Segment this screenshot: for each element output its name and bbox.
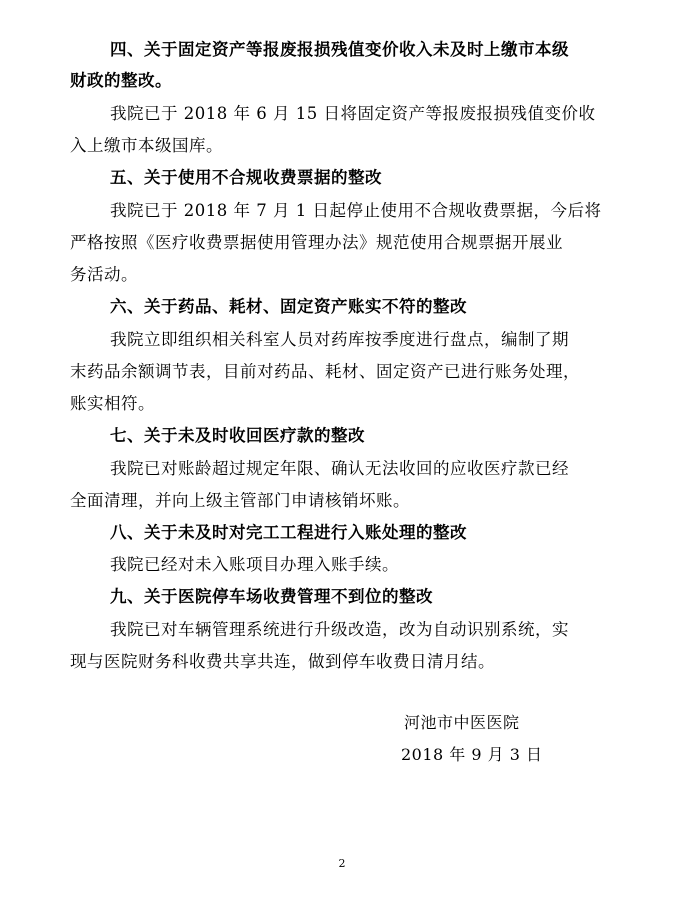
page-number: 2 (338, 857, 346, 870)
paragraph-6-line-1: 我院立即组织相关科室人员对药库按季度进行盘点，编制了期 (110, 330, 569, 349)
section-heading-7: 七、关于未及时收回医疗款的整改 (110, 426, 365, 445)
paragraph-4-line-1: 我院已于 2018 年 6 月 15 日将固定资产等报废报损残值变价收 (110, 104, 596, 123)
signature-organization: 河池市中医医院 (404, 713, 520, 732)
section-heading-8: 八、关于未及时对完工工程进行入账处理的整改 (110, 523, 467, 542)
paragraph-5-line-3: 务活动。 (70, 265, 138, 284)
paragraph-9-line-2: 现与医院财务科收费共享共连，做到停车收费日清月结。 (70, 652, 495, 671)
paragraph-6-line-2: 末药品余额调节表，目前对药品、耗材、固定资产已进行账务处理， (70, 362, 580, 381)
paragraph-7-line-1: 我院已对账龄超过规定年限、确认无法收回的应收医疗款已经 (110, 459, 569, 478)
section-heading-4-line-1: 四、关于固定资产等报废报损残值变价收入未及时上缴市本级 (110, 40, 569, 59)
paragraph-5-line-1: 我院已于 2018 年 7 月 1 日起停止使用不合规收费票据，今后将 (110, 201, 602, 220)
paragraph-9-line-1: 我院已对车辆管理系统进行升级改造，改为自动识别系统，实 (110, 620, 569, 639)
section-heading-6: 六、关于药品、耗材、固定资产账实不符的整改 (110, 297, 467, 316)
paragraph-8-line-1: 我院已经对未入账项目办理入账手续。 (110, 555, 399, 574)
paragraph-4-line-2: 入上缴市本级国库。 (70, 136, 223, 155)
section-heading-4-line-2: 财政的整改。 (70, 71, 172, 90)
paragraph-5-line-2: 严格按照《医疗收费票据使用管理办法》规范使用合规票据开展业 (70, 233, 563, 252)
section-heading-9: 九、关于医院停车场收费管理不到位的整改 (110, 587, 433, 606)
signature-date: 2018 年 9 月 3 日 (401, 745, 543, 764)
section-heading-5: 五、关于使用不合规收费票据的整改 (110, 168, 382, 187)
paragraph-7-line-2: 全面清理，并向上级主管部门申请核销坏账。 (70, 491, 410, 510)
paragraph-6-line-3: 账实相符。 (70, 394, 155, 413)
